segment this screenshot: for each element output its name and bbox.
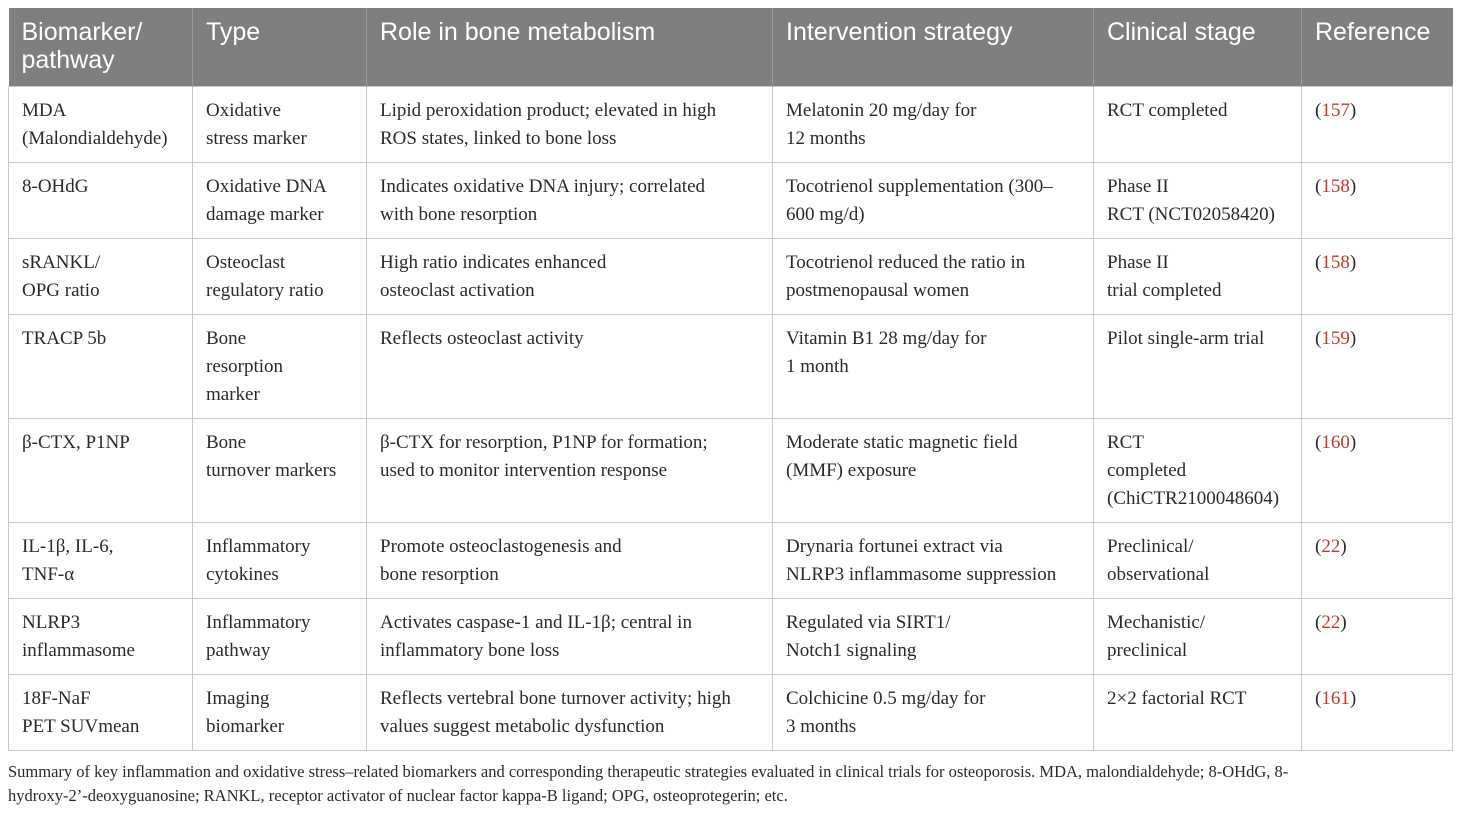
cell-biomarker — [9, 675, 193, 751]
table-container — [8, 8, 1452, 751]
cell-type — [193, 87, 367, 163]
cell-role — [367, 675, 773, 751]
cell-text: biomarker — [206, 716, 285, 737]
header-biomarker — [9, 8, 193, 87]
cell-type — [193, 419, 367, 523]
cell-reference — [1302, 419, 1453, 523]
reference-link[interactable]: 22 — [1321, 612, 1341, 633]
reference-link[interactable]: 158 — [1321, 252, 1350, 273]
caption-line: hydroxy-2’-deoxyguanosine; RANKL, receptor activator of nuclear factor kappa-B ligand; OPG, osteoprotegerin; etc. — [8, 786, 788, 805]
table-row — [9, 163, 1453, 239]
cell-type — [193, 239, 367, 315]
cell-intervention — [773, 239, 1094, 315]
cell-biomarker — [9, 419, 193, 523]
cell-text: 600 mg/d) — [786, 204, 865, 225]
header-text: Biomarker/ — [21, 18, 143, 46]
caption-line: Summary of key inflammation and oxidative stress–related biomarkers and corresponding therapeutic strategies evaluated in clinical trials for osteoporosis. MDA, malondialdehyde; 8-OHdG, 8- — [8, 762, 1289, 781]
header-text: Intervention strategy — [786, 18, 1013, 46]
cell-intervention — [773, 419, 1094, 523]
cell-text: Pilot single-arm trial — [1107, 328, 1265, 349]
header-text: Clinical stage — [1107, 18, 1256, 46]
header-text: Role in bone metabolism — [380, 18, 656, 46]
cell-stage — [1094, 87, 1302, 163]
cell-intervention — [773, 163, 1094, 239]
cell-text: Reflects osteoclast activity — [380, 328, 584, 349]
cell-text: Notch1 signaling — [786, 640, 917, 661]
cell-text: Reflects vertebral bone turnover activity; high — [380, 688, 731, 709]
cell-biomarker — [9, 163, 193, 239]
header-text: Reference — [1315, 18, 1431, 46]
cell-text: observational — [1107, 564, 1210, 585]
cell-text: regulatory ratio — [206, 280, 324, 301]
table-row — [9, 239, 1453, 315]
ref-paren-close: ) — [1349, 432, 1357, 453]
cell-text: inflammatory bone loss — [380, 640, 560, 661]
cell-reference — [1302, 239, 1453, 315]
cell-text: Bone — [206, 432, 247, 453]
cell-stage — [1094, 523, 1302, 599]
cell-text: NLRP3 — [22, 612, 81, 633]
cell-role — [367, 163, 773, 239]
cell-text: RCT — [1107, 432, 1144, 453]
reference-link[interactable]: 159 — [1321, 328, 1350, 349]
cell-text: Imaging — [206, 688, 270, 709]
cell-text: High ratio indicates enhanced — [380, 252, 607, 273]
cell-intervention — [773, 315, 1094, 419]
cell-text: Inflammatory — [206, 612, 311, 633]
ref-paren-open: ( — [1315, 612, 1322, 633]
ref-paren-open: ( — [1315, 536, 1322, 557]
cell-intervention — [773, 675, 1094, 751]
cell-text: Promote osteoclastogenesis and — [380, 536, 622, 557]
cell-stage — [1094, 163, 1302, 239]
ref-paren-open: ( — [1315, 252, 1322, 273]
cell-text: RCT (NCT02058420) — [1107, 204, 1276, 225]
cell-text: Phase II — [1107, 176, 1169, 197]
cell-text: Melatonin 20 mg/day for — [786, 100, 977, 121]
cell-text: Preclinical/ — [1107, 536, 1194, 557]
table-row — [9, 87, 1453, 163]
cell-text: (MMF) exposure — [786, 460, 917, 481]
cell-text: Tocotrienol reduced the ratio in — [786, 252, 1026, 273]
cell-biomarker — [9, 315, 193, 419]
cell-type — [193, 163, 367, 239]
cell-stage — [1094, 239, 1302, 315]
cell-text: Bone — [206, 328, 247, 349]
cell-reference — [1302, 599, 1453, 675]
reference-link[interactable]: 161 — [1321, 688, 1350, 709]
ref-paren-close: ) — [1349, 252, 1357, 273]
cell-text: Mechanistic/ — [1107, 612, 1206, 633]
cell-text: PET SUVmean — [22, 716, 140, 737]
cell-stage — [1094, 315, 1302, 419]
cell-text: Drynaria fortunei extract via — [786, 536, 1003, 557]
ref-paren-close: ) — [1349, 328, 1357, 349]
cell-role — [367, 239, 773, 315]
cell-text: turnover markers — [206, 460, 337, 481]
table-row — [9, 523, 1453, 599]
cell-text: Activates caspase-1 and IL-1β; central in — [380, 612, 692, 633]
cell-text: TRACP 5b — [22, 328, 107, 349]
cell-text: preclinical — [1107, 640, 1188, 661]
cell-text: values suggest metabolic dysfunction — [380, 716, 665, 737]
biomarker-table — [8, 8, 1453, 751]
cell-text: Vitamin B1 28 mg/day for — [786, 328, 987, 349]
cell-text: 12 months — [786, 128, 866, 149]
cell-text: ROS states, linked to bone loss — [380, 128, 617, 149]
cell-type — [193, 599, 367, 675]
cell-text: 8-OHdG — [22, 176, 89, 197]
header-type — [193, 8, 367, 87]
cell-text: stress marker — [206, 128, 307, 149]
cell-text: (ChiCTR2100048604) — [1107, 488, 1280, 509]
cell-reference — [1302, 315, 1453, 419]
reference-link[interactable]: 157 — [1321, 100, 1350, 121]
ref-paren-close: ) — [1340, 536, 1347, 557]
cell-reference — [1302, 163, 1453, 239]
table-row — [9, 315, 1453, 419]
cell-text: sRANKL/ — [22, 252, 101, 273]
table-caption — [8, 760, 1452, 808]
cell-role — [367, 523, 773, 599]
ref-paren-open: ( — [1315, 328, 1322, 349]
header-text: Type — [206, 18, 261, 46]
cell-text: Regulated via SIRT1/ — [786, 612, 951, 633]
cell-intervention — [773, 599, 1094, 675]
table-row — [9, 675, 1453, 751]
cell-text: Oxidative — [206, 100, 281, 121]
cell-text: RCT completed — [1107, 100, 1228, 121]
cell-text: Lipid peroxidation product; elevated in high — [380, 100, 717, 121]
cell-role — [367, 315, 773, 419]
table-row — [9, 599, 1453, 675]
cell-text: cytokines — [206, 564, 279, 585]
cell-text: MDA — [22, 100, 67, 121]
cell-text: completed — [1107, 460, 1187, 481]
cell-text: β-CTX, P1NP — [22, 432, 130, 453]
reference-link[interactable]: 158 — [1321, 176, 1350, 197]
ref-paren-close: ) — [1349, 176, 1357, 197]
cell-text: with bone resorption — [380, 204, 538, 225]
cell-role — [367, 419, 773, 523]
cell-text: NLRP3 inflammasome suppression — [786, 564, 1057, 585]
table-row — [9, 419, 1453, 523]
cell-intervention — [773, 87, 1094, 163]
ref-paren-close: ) — [1349, 100, 1357, 121]
cell-text: damage marker — [206, 204, 324, 225]
cell-biomarker — [9, 523, 193, 599]
cell-text: resorption — [206, 356, 284, 377]
cell-text: trial completed — [1107, 280, 1222, 301]
header-reference — [1302, 8, 1453, 87]
cell-biomarker — [9, 599, 193, 675]
ref-paren-open: ( — [1315, 432, 1322, 453]
cell-text: Oxidative DNA — [206, 176, 327, 197]
cell-text: Osteoclast — [206, 252, 286, 273]
header-intervention — [773, 8, 1094, 87]
cell-stage — [1094, 419, 1302, 523]
cell-text: OPG ratio — [22, 280, 100, 301]
cell-text: 18F-NaF — [22, 688, 91, 709]
cell-text: bone resorption — [380, 564, 499, 585]
reference-link[interactable]: 22 — [1321, 536, 1341, 557]
cell-text: used to monitor intervention response — [380, 460, 668, 481]
cell-text: inflammasome — [22, 640, 135, 661]
cell-type — [193, 315, 367, 419]
reference-link[interactable]: 160 — [1321, 432, 1350, 453]
cell-text: β-CTX for resorption, P1NP for formation; — [380, 432, 708, 453]
ref-paren-open: ( — [1315, 176, 1322, 197]
cell-stage — [1094, 599, 1302, 675]
cell-biomarker — [9, 87, 193, 163]
cell-text: 2×2 factorial RCT — [1107, 688, 1247, 709]
cell-text: marker — [206, 384, 260, 405]
header-row — [9, 8, 1453, 87]
header-stage — [1094, 8, 1302, 87]
cell-text: IL-1β, IL-6, — [22, 536, 114, 557]
cell-role — [367, 87, 773, 163]
ref-paren-close: ) — [1340, 612, 1347, 633]
header-role — [367, 8, 773, 87]
cell-text: osteoclast activation — [380, 280, 535, 301]
cell-biomarker — [9, 239, 193, 315]
cell-reference — [1302, 523, 1453, 599]
cell-text: postmenopausal women — [786, 280, 970, 301]
cell-text: Tocotrienol supplementation (300– — [786, 176, 1053, 197]
cell-text: Phase II — [1107, 252, 1169, 273]
header-text: pathway — [21, 46, 115, 74]
cell-role — [367, 599, 773, 675]
cell-text: Moderate static magnetic field — [786, 432, 1018, 453]
cell-text: TNF-α — [22, 564, 75, 585]
cell-text: pathway — [206, 640, 271, 661]
ref-paren-open: ( — [1315, 688, 1322, 709]
cell-text: Inflammatory — [206, 536, 311, 557]
cell-stage — [1094, 675, 1302, 751]
ref-paren-open: ( — [1315, 100, 1322, 121]
cell-intervention — [773, 523, 1094, 599]
cell-text: Colchicine 0.5 mg/day for — [786, 688, 986, 709]
cell-text: Indicates oxidative DNA injury; correlated — [380, 176, 706, 197]
cell-text: (Malondialdehyde) — [22, 128, 168, 149]
cell-type — [193, 523, 367, 599]
cell-type — [193, 675, 367, 751]
cell-text: 3 months — [786, 716, 857, 737]
cell-text: 1 month — [786, 356, 849, 377]
cell-reference — [1302, 675, 1453, 751]
cell-reference — [1302, 87, 1453, 163]
ref-paren-close: ) — [1349, 688, 1357, 709]
